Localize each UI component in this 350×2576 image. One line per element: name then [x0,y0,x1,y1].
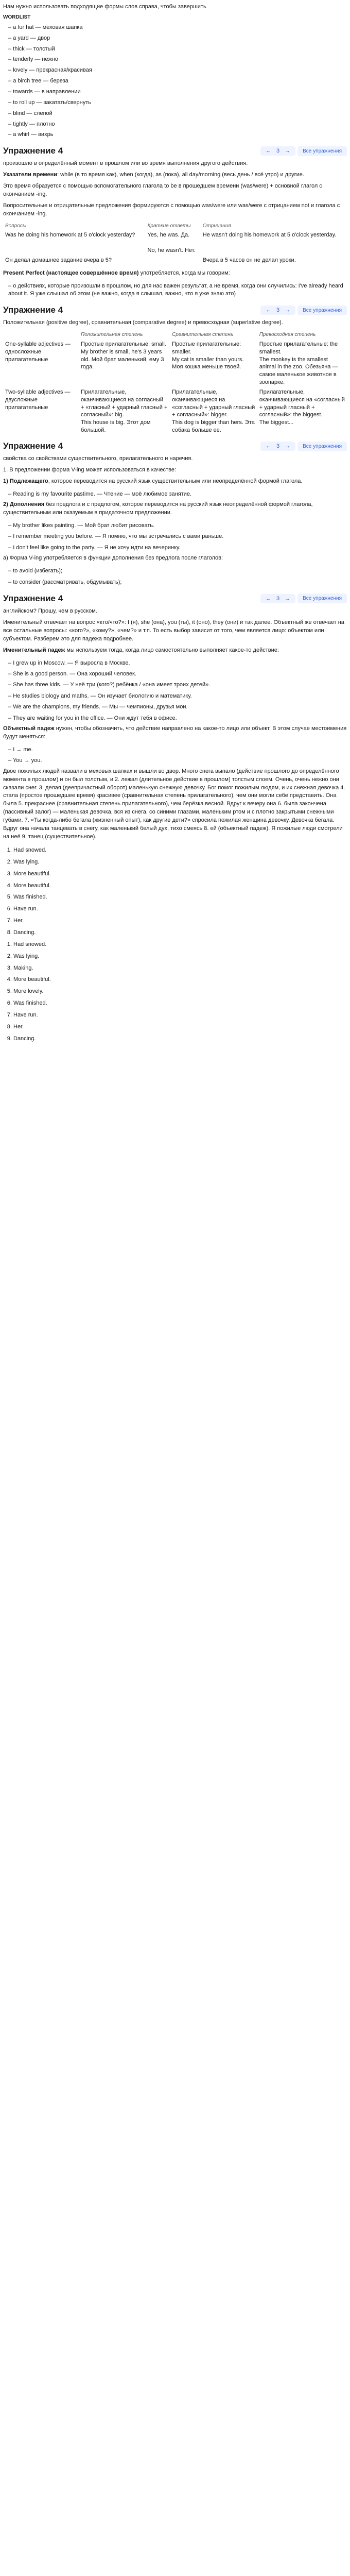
table-header [3,330,79,340]
wordlist-item: – a whirl — вихрь [8,129,347,140]
table-cell: Простые прилагательные: the smallest. The monkey is the smallest animal in the zoo. Обезьяна — самое маленькое животное в зоопарке. [259,341,338,386]
table-cell: Two-syllable adjectives — двусложные прилагательные [5,388,71,411]
list-item: – to avoid (избегать); [8,566,347,577]
answers-list [3,844,347,939]
wordlist-item: – tightly — плотно [8,119,347,130]
bold-term: Present Perfect (настоящее совершённое время) [3,269,139,276]
exercise-title: Упражнение 4 [3,146,63,156]
paragraph [3,478,347,486]
table-cell: He wasn't doing his homework at 5 o'clock yesterday. [202,232,337,239]
table-row [3,230,347,256]
page-number: 3 [276,148,280,155]
list-item: – Reading is my favourite pastime. — Чтение — моё любимое занятие. [8,489,347,500]
list-item: – He studies biology and maths. — Он изучает биологию и математику. [8,691,347,702]
table-cell: One-syllable adjectives — односложные прилагательные [5,341,71,363]
bold-term: 1) Подлежащего [3,478,48,484]
next-arrow-icon[interactable]: → [285,443,291,449]
example-list [3,566,347,588]
paragraph: английском? Прошу, чем в русском. [3,607,97,614]
table-cell [146,256,201,265]
paragraph [3,171,347,179]
example-list [3,744,347,767]
paragraph-text: без предлога и с предлогом, которое переводится на русский язык неопределённой формой глагола, существительным или оказуемым в придаточном предложении. [3,501,313,516]
prev-arrow-icon[interactable]: ← [266,148,272,155]
answer-item: 8. Her. [13,1021,347,1033]
next-arrow-icon[interactable]: → [285,307,291,314]
paragraph: 1. В предложении форма V-ing может использоваться в качестве: [3,466,176,473]
exercise-nav [260,442,347,451]
list-item: – I → me. [8,744,347,755]
list-item: – о действиях, которые произошли в прошлом, но для нас важен результат, а не время, когда они случились: I've already heard about it. Я уже слышал об этом (не важно, когда я слышал, важно, что я уже знаю это) [8,281,347,300]
table-row [3,256,347,265]
list-item: – I grew up in Moscow. — Я выросла в Москве. [8,658,347,669]
exercise-title: Упражнение 4 [3,305,63,315]
bullet-list [3,281,347,300]
exercise-title: Упражнение 4 [3,593,63,603]
page-pager [260,442,295,451]
list-item: – My brother likes painting. — Мой брат любит рисовать. [8,520,347,531]
bold-term: Именительный падеж [3,647,65,653]
wordlist-item: – towards — в направлении [8,87,347,97]
table-cell: Прилагательные, оканчивающиеся на согласный + «гласный + ударный гласный + согласный»: big. This house is big. Этот дом большой. [80,388,168,434]
page-pager [260,594,295,603]
exercise-header [3,593,347,604]
answer-item: 1. Had snowed. [13,939,347,951]
list-item: – to consider (рассматривать, обдумывать); [8,577,347,588]
answer-item: 5. Was finished. [13,891,347,903]
paragraph-text: , которое переводится на русский язык существительным или неопределённой формой глагола. [48,478,303,484]
page [0,0,350,1046]
list-item: – They are waiting for you in the office. — Они ждут тебя в офисе. [8,713,347,724]
table-header: Сравнительная степень [172,332,234,338]
table-header: Превосходная степень [259,332,316,338]
wordlist-item: – lovely — прекрасная/красивая [8,65,347,76]
answer-item: 2. Was lying. [13,951,347,962]
page-pager [260,146,295,156]
all-exercises-button[interactable]: Все упражнения [297,442,347,451]
answers-list [3,939,347,1045]
exercise-nav [260,594,347,603]
answer-item: 4. More beautiful. [13,880,347,892]
wordlist-title: WORDLIST [3,14,31,20]
wordlist-item: – a yard — двор [8,33,347,44]
answer-item: 5. More lovely. [13,986,347,997]
grammar-table [3,222,347,265]
paragraph: Вопросительные и отрицательные предложения формируются с помощью was/were или was/were с отрицанием not и глагола с окончанием -ing. [3,202,340,217]
answer-item: 1. Had snowed. [13,844,347,856]
exercise-header [3,440,347,452]
paragraph: Именительный отвечает на вопрос «кто/что?»: I (я), she (она), you (ты), it (оно), they (они) и так далее. Объектный же отвечает на все остальные вопросы: «кого?», «кому?», «чем?» и т.п. То есть выбор зависит от того, чем является лицо: объектом или субъектом. Разберем это для падежа подробнее. [3,619,344,642]
wordlist-item: – a fur hat — меховая шапка [8,22,347,33]
list-item: – You → you. [8,755,347,766]
paragraph-text: употребляется, когда мы говорим: [138,269,230,276]
table-cell: Yes, he was. Да. No, he wasn't. Нет. [147,232,196,254]
answer-item: 7. Have run. [13,1009,347,1021]
table-header: Отрицания [202,223,231,229]
list-item: – She has three kids. — У неё три (кого?) ребёнка / «она имеет троих детей». [8,680,347,690]
translation-paragraph: Двое пожилых людей назвали в меховых шапках и вышли во двор. Много снега выпало (действие прошлого до определённого момента в прошлом) и он был толстым, и 2. лежал (длительное действие в прошлом) толстым слоем. Очень, очень нежно они сказали снег. 3. делая (деепричастный оборот) маленькую снежную девочку. Бог помог пожилым людям, и их снежная девочка 4. стала (простое прошедшее время) красивее (сравнительная степень прилагательного), чем они могли себе представить. Она была 5. прекраснее (сравнительная степень прилагательного), чем берёзка весной. Вдруг к вечеру она 6. была закончена (пассивный залог) — маленькая девочка, вся из снега, со синими глазами, маленьким ртом и с плотно закрытыми снежными губами. 7. «Ты когда-либо бегала (жизненный опыт), как другие дети?» спросила пожилая женщина девочку. Девочка бегала. Вдруг она начала танцевать в снегу, как маленький белый дух, тихо смеясь 8. ей (объектный падеж). Я пожилые люди смотрели на неё 9. танец (существительное). [3,768,345,840]
page-pager [260,306,295,315]
example-list [3,520,347,553]
answer-item: 2. Was lying. [13,856,347,868]
adjectives-table [3,330,347,435]
example-list [3,658,347,724]
wordlist-item: – blind — слепой [8,108,347,119]
paragraph: а) Форма V-ing употребляется в функции дополнения без предлога после глаголов: [3,555,223,562]
next-arrow-icon[interactable]: → [285,148,291,155]
page-number: 3 [276,307,280,314]
paragraph: произошло в определённый момент в прошлом или во время выполнения другого действия. [3,160,248,167]
list-item: – I remember meeting you before. — Я помню, что мы встречались с вами раньше. [8,531,347,542]
example-list [3,489,347,500]
next-arrow-icon[interactable]: → [285,595,291,602]
list-item: – I don't feel like going to the party. — Я не хочу идти на вечеринку. [8,543,347,553]
list-item: – We are the champions, my friends. — Мы — чемпионы, друзья мои. [8,702,347,713]
page-number: 3 [276,443,280,449]
table-cell: Прилагательные, оканчивающиеся на «согласный + ударный гласный + согласный»: bigger. This dog is bigger than hers. Эта собака больше ее. [172,388,255,434]
intro-text: Нам нужно использовать подходящие формы слов справа, чтобы завершить [3,4,206,10]
paragraph-text: : while (в то время как), when (когда), as (пока), all day/morning (весь день / всё утро) и другие. [57,172,304,178]
wordlist-item: – tenderly — нежно [8,54,347,65]
table-row [3,387,347,435]
table-header: Краткие ответы [147,223,191,229]
bold-term: 2) Дополнения [3,501,45,508]
paragraph [3,269,347,278]
bold-term: Указатели времени [3,172,58,178]
answer-item: 7. Her. [13,915,347,927]
wordlist [3,22,347,140]
wordlist-item: – thick — толстый [8,44,347,55]
table-cell: Вчера в 5 часов он не делал уроки. [202,257,296,263]
wordlist-item: – to roll up — закатать/свернуть [8,97,347,108]
table-header: Положительная степень [80,332,143,338]
exercise-nav [260,306,347,315]
wordlist-item: – a birch tree — береза [8,76,347,87]
table-cell: Прилагательные, оканчивающиеся на «согласный + ударный гласный + согласный»: the biggest. The biggest... [259,388,345,426]
table-cell: Простые прилагательные: small. My brother is small, he's 3 years old. Мой брат маленький, ему 3 года. [80,341,166,370]
prev-arrow-icon[interactable]: ← [266,443,272,449]
all-exercises-button[interactable]: Все упражнения [297,594,347,603]
paragraph-text: нужен, чтобы обозначить, что действие направлено на какое-то лицо или объект. В этом случае местоимения будут меняться: [3,725,347,740]
table-cell: Простые прилагательные: smaller. My cat is smaller than yours. Моя кошка меньше твоей. [172,341,244,370]
paragraph: Положительная (positive degree), сравнительная (comparative degree) и превосходная (superlative degree). [3,319,283,326]
paragraph: свойства со свойствами существительного, прилагательного и наречия. [3,455,193,462]
table-header: Вопросы [5,223,27,229]
exercise-nav [260,146,347,156]
prev-arrow-icon[interactable]: ← [266,595,272,602]
exercise-title: Упражнение 4 [3,441,63,451]
paragraph [3,725,347,741]
answer-item: 8. Dancing. [13,927,347,939]
answer-item: 6. Have run. [13,903,347,915]
prev-arrow-icon[interactable]: ← [266,307,272,314]
exercise-header [3,145,347,157]
answer-item: 3. More beautiful. [13,868,347,880]
all-exercises-button[interactable]: Все упражнения [297,306,347,315]
paragraph [3,501,347,517]
paragraph [3,647,347,655]
page-number: 3 [276,595,280,602]
answer-item: 6. Was finished. [13,997,347,1009]
bold-term: Объектный падеж [3,725,55,732]
table-cell: Он делал домашнее задание вчера в 5? [5,257,112,263]
paragraph: Это время образуется с помощью вспомогательного глагола to be в прошедшем времени (was/were) + основной глагол с окончанием -ing. [3,183,322,198]
list-item: – She is a good person. — Она хороший человек. [8,669,347,680]
answer-item: 9. Dancing. [13,1033,347,1045]
answer-item: 4. More beautiful. [13,974,347,986]
all-exercises-button[interactable]: Все упражнения [297,146,347,156]
table-cell: Was he doing his homework at 5 o'clock yesterday? [5,232,135,239]
paragraph-text: мы используем тогда, когда лицо самостоятельно выполняет какое-то действие: [65,647,279,653]
table-row [3,340,347,387]
answer-item: 3. Making. [13,962,347,974]
exercise-header [3,304,347,316]
